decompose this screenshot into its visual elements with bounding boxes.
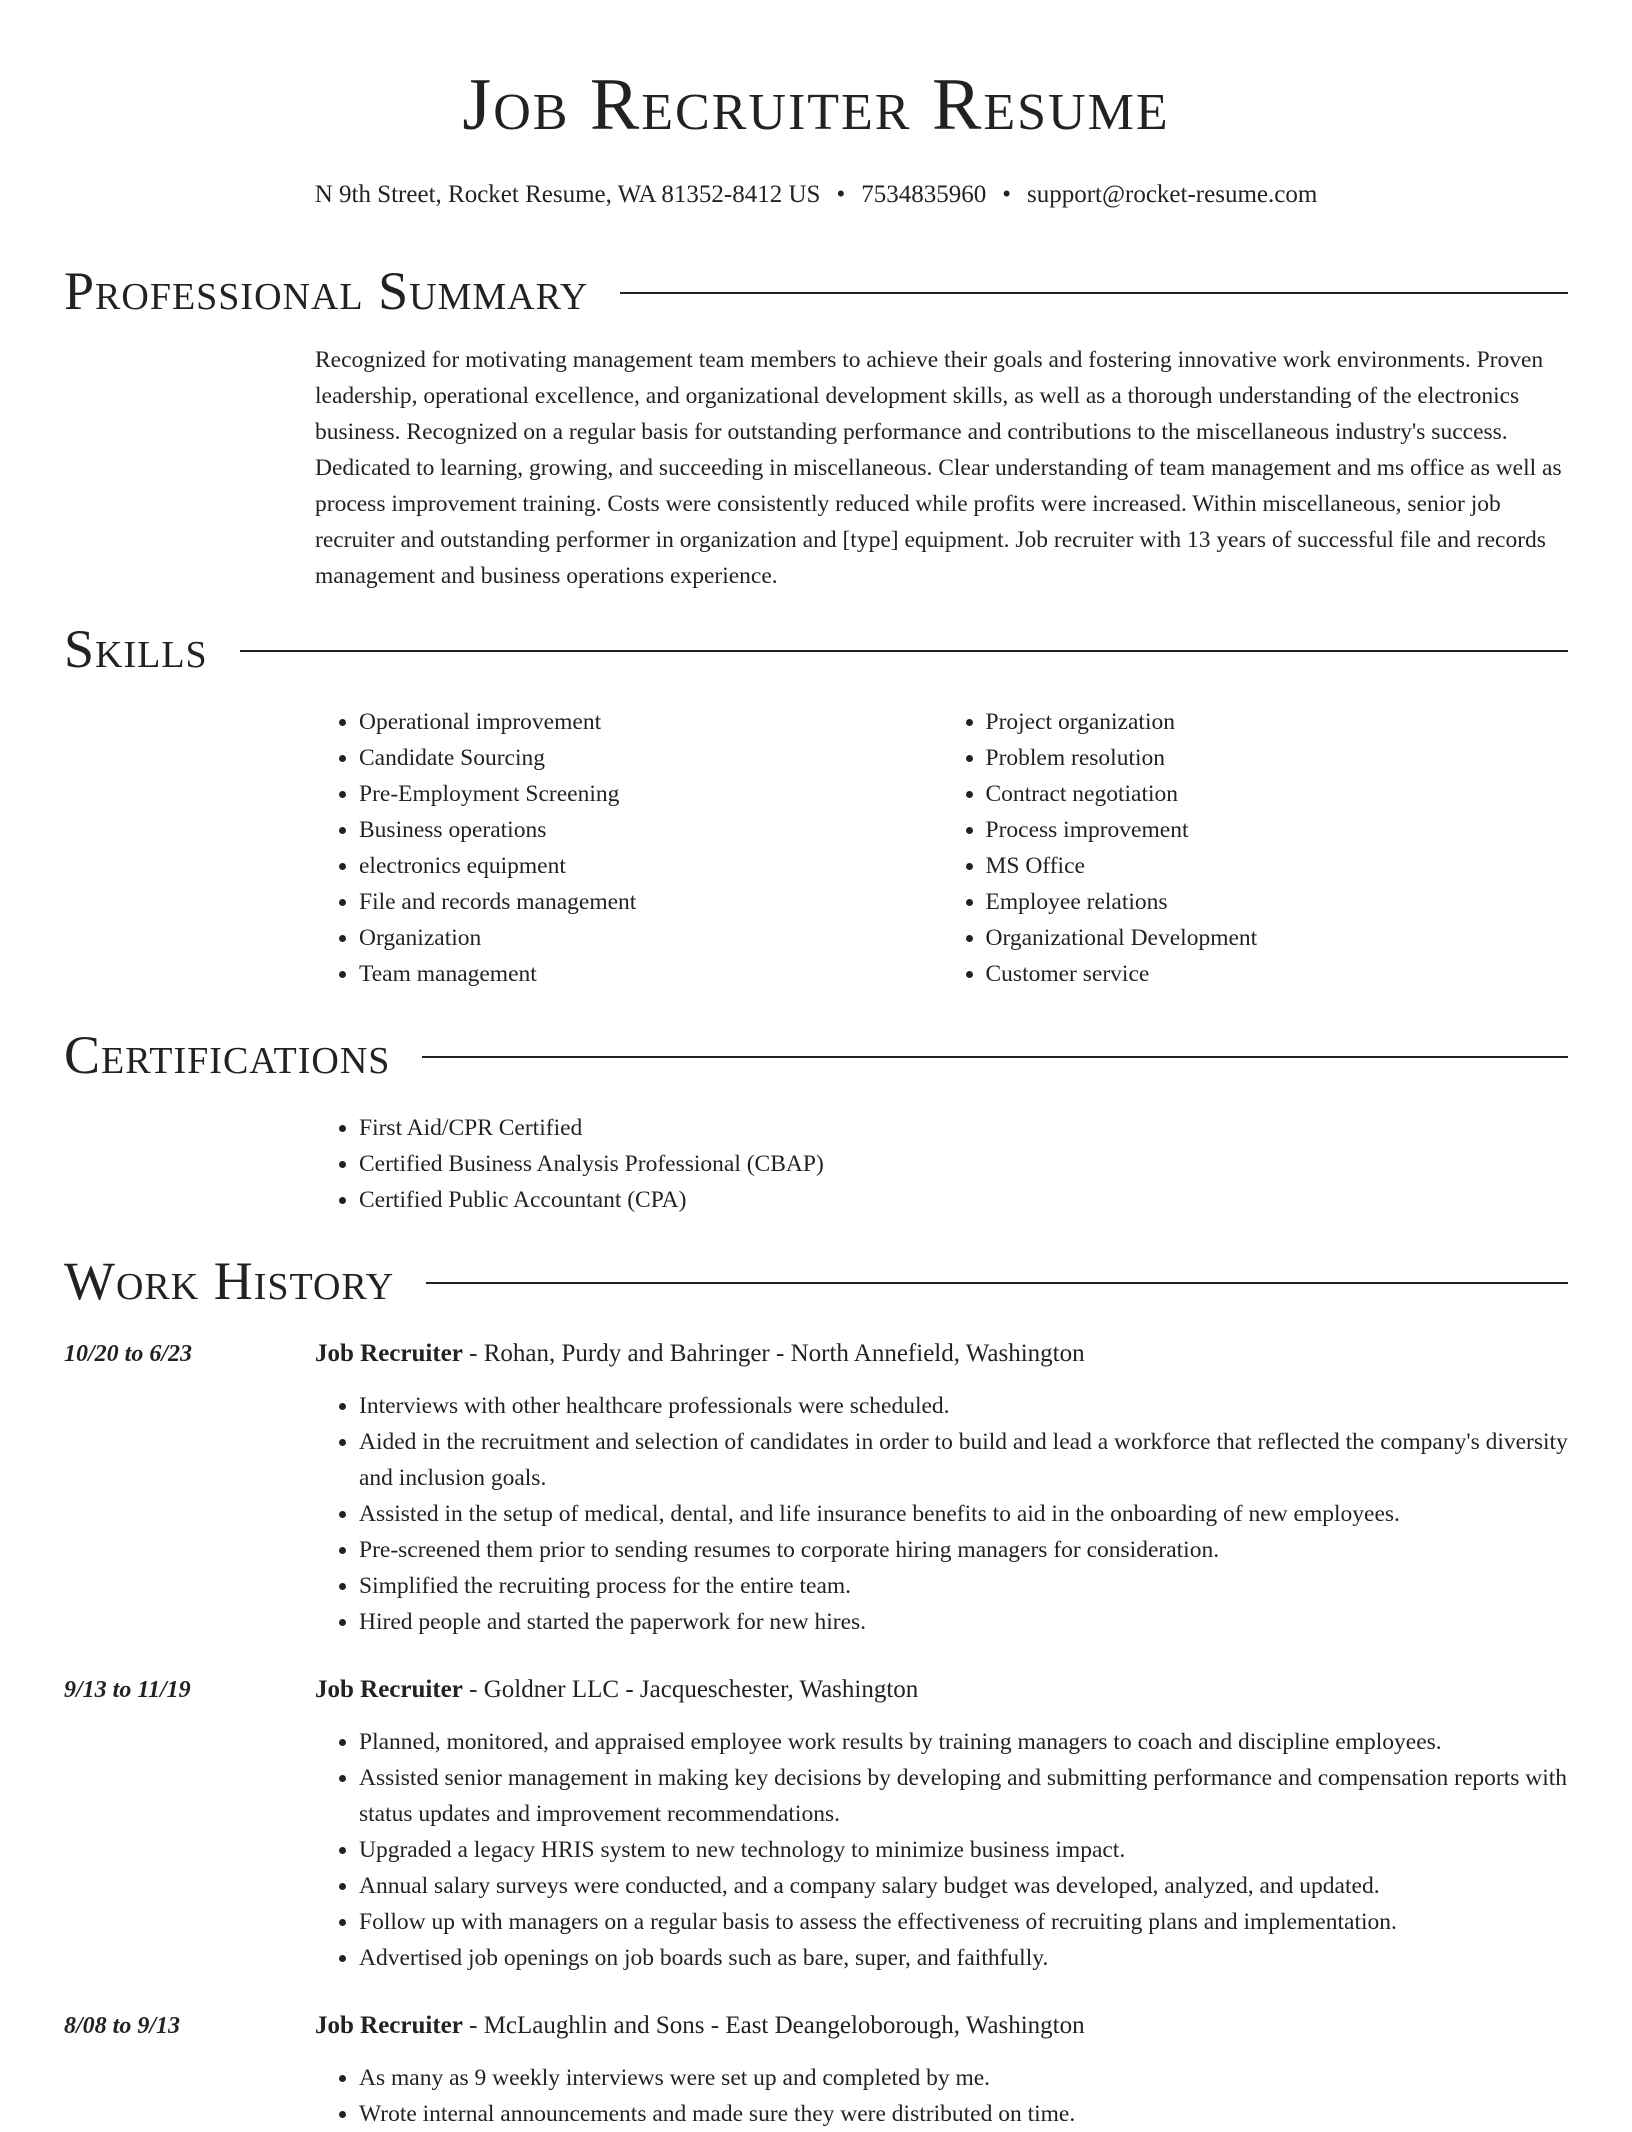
job-bullet: • Follow up with managers on a regular basis to assess the effectiveness of recruiting plans and implementation. [359,1904,1568,1940]
skill-item: • Process improvement [986,812,1569,848]
job-company: - Goldner LLC - Jacqueschester, Washington [462,1676,919,1703]
skills-section-header [64,616,1568,682]
separator-dot: • [1002,181,1011,208]
job-body [315,1672,1568,1976]
section-divider [620,292,1568,294]
job-bullet: • Planned, monitored, and appraised employee work results by training managers to coach and discipline employees. [359,1724,1568,1760]
email: support@rocket-resume.com [1026,181,1318,208]
skill-item: • Candidate Sourcing [359,740,942,776]
job-bullet: • Wrote internal announcements and made sure they were distributed on time. [359,2096,1568,2132]
separator-dot: • [836,181,846,208]
certifications-heading: Certifications [64,1025,391,1085]
job-bullet: • Assisted senior management in making key decisions by developing and submitting performance and compensation reports with status updates and improvement recommendations. [359,1760,1568,1832]
certifications-bullets [315,1110,1568,1218]
job-bullet: • Aided in the recruitment and selection of candidates in order to build and lead a workforce that reflected the company's diversity and inclusion goals. [359,1424,1568,1496]
job-dates: 8/08 to 9/13 [64,2013,181,2039]
job-title: Job Recruiter [315,1340,463,1367]
skill-item: • Operational improvement [359,704,942,740]
skill-item: • Customer service [986,956,1569,992]
job-bullet: • Simplified the recruiting process for the entire team. [359,1568,1568,1604]
certifications-list [315,1110,1568,1218]
job-bullet: • Interviews with other healthcare professionals were scheduled. [359,1388,1568,1424]
job-bullet: • As many as 9 weekly interviews were set up and completed by me. [359,2060,1568,2096]
job-bullet: • Assisted in the setup of medical, dental, and life insurance benefits to aid in the onboarding of new employees. [359,1496,1568,1532]
skill-item: • Problem resolution [986,740,1569,776]
job-bullets [315,2060,1568,2132]
job-body [315,2008,1568,2132]
skill-item: • Employee relations [986,884,1569,920]
job-company: - McLaughlin and Sons - East Deangeloborough, Washington [462,2012,1085,2039]
skill-item: • Business operations [359,812,942,848]
job-bullet: • Advertised job openings on job boards such as bare, super, and faithfully. [359,1940,1568,1976]
section-divider [422,1056,1568,1058]
contact-line [0,180,1632,210]
section-divider [240,650,1568,652]
job-title-line [315,1336,1568,1372]
job-bullet: • Pre-screened them prior to sending resumes to corporate hiring managers for consideration. [359,1532,1568,1568]
job-title: Job Recruiter [315,2012,463,2039]
certifications-section-header [64,1022,1568,1088]
job-dates: 10/20 to 6/23 [64,1341,193,1367]
skill-item: • Team management [359,956,942,992]
certification-item: • First Aid/CPR Certified [359,1110,1568,1146]
skill-item: • Organizational Development [986,920,1569,956]
skill-item: • MS Office [986,848,1569,884]
skills-heading: Skills [64,619,208,679]
job-body [315,1336,1568,1640]
skill-item: • electronics equipment [359,848,942,884]
skill-item: • Pre-Employment Screening [359,776,942,812]
job-entry [64,1672,1568,1976]
job-dates: 9/13 to 11/19 [64,1677,191,1703]
summary-heading: Professional Summary [64,261,589,321]
skill-item: • File and records management [359,884,942,920]
skill-item: • Project organization [986,704,1569,740]
summary-section-header [64,258,1568,324]
job-company: - Rohan, Purdy and Bahringer - North Annefield, Washington [462,1340,1085,1367]
job-bullets [315,1388,1568,1640]
job-entry [64,2008,1568,2132]
job-title-line [315,2008,1568,2044]
section-divider [426,1282,1568,1284]
summary-text: Recognized for motivating management team members to achieve their goals and fostering innovative work environments. Proven leadership, operational excellence, and organizational development skills, as well as a thorough understanding of the electronics business. Recognized on a regular basis for outstanding performance and contributions to the miscellaneous industry's success. Dedicated to learning, growing, and succeeding in miscellaneous. Clear understanding of team management and ms office as well as process improvement training. Costs were consistently reduced while profits were increased. Within miscellaneous, senior job recruiter and outstanding performer in organization and [type] equipment. Job recruiter with 13 years of successful file and records management and business operations experience. [315,347,1562,589]
phone: 7534835960 [861,181,987,208]
job-entry [64,1336,1568,1640]
work-heading: Work History [64,1251,395,1311]
skills-column-right [942,704,1569,992]
job-title-line [315,1672,1568,1708]
job-title: Job Recruiter [315,1676,463,1703]
skill-item: • Contract negotiation [986,776,1569,812]
certification-item: • Certified Business Analysis Professional (CBAP) [359,1146,1568,1182]
job-bullets [315,1724,1568,1976]
skills-list [315,704,1568,992]
certification-item: • Certified Public Accountant (CPA) [359,1182,1568,1218]
skills-column-left [315,704,942,992]
resume-title: Job Recruiter Resume [462,64,1170,146]
job-bullet: • Annual salary surveys were conducted, and a company salary budget was developed, analyzed, and updated. [359,1868,1568,1904]
skill-item: • Organization [359,920,942,956]
address: N 9th Street, Rocket Resume, WA 81352-8412 US [314,181,821,208]
job-bullet: • Upgraded a legacy HRIS system to new technology to minimize business impact. [359,1832,1568,1868]
work-section-header [64,1248,1568,1314]
job-bullet: • Hired people and started the paperwork for new hires. [359,1604,1568,1640]
